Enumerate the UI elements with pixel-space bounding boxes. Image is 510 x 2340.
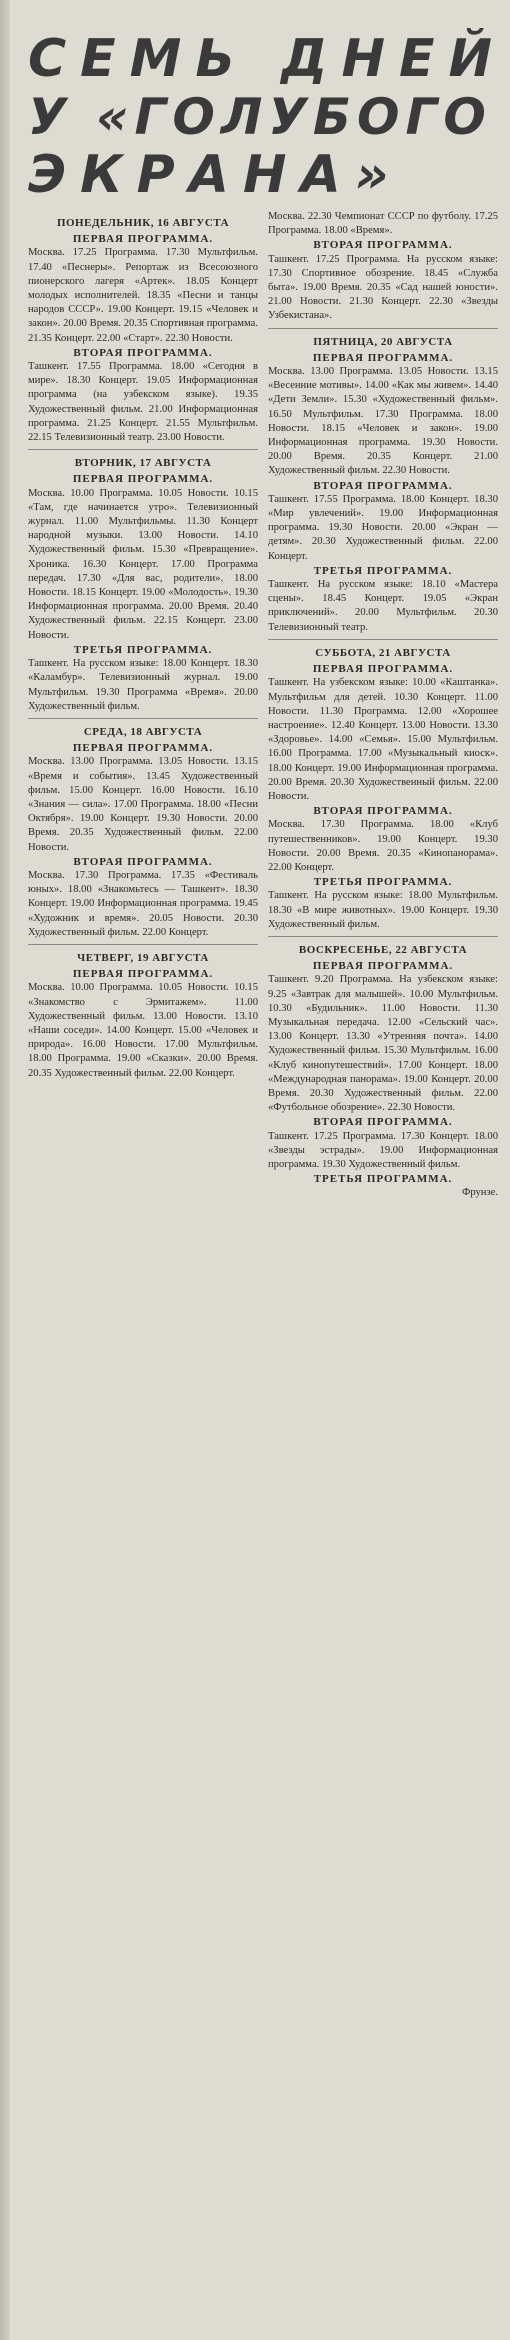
program-heading: ВТОРАЯ ПРОГРАММА. (73, 855, 213, 868)
schedule-text: Ташкент. На русском языке: 18.10 «Мастера сцены». 18.45 Концерт. 19.05 «Экран приключений». 20.00 Мультфильм. 20.30 Телевизионный театр. (268, 579, 498, 633)
schedule-text: Ташкент. 17.55 Программа. 18.00 «Сегодня в мире». 18.30 Концерт. 19.05 Информационная программа (на узбекском языке). 19.35 Художественный фильм. 21.00 Информационная программа. 21.25 Концерт. 21.55 Мультфильм. 22.15 Телевизионный театр. 23.00 Новости. (28, 361, 258, 444)
program-heading: ТРЕТЬЯ ПРОГРАММА. (313, 876, 453, 889)
day-header-saturday: СУББОТА, 21 АВГУСТА (315, 646, 451, 659)
program-heading: ТРЕТЬЯ ПРОГРАММА. (73, 643, 213, 656)
schedule-text: Москва. 17.25 Программа. 17.30 Мультфильм. 17.40 «Песнеры». Репортаж из Всесоюзного пионерского лагеря «Артек». 18.05 Концерт молодых исполнителей. 18.35 «Песни и танцы народов СССР». 19.00 Концерт. 19.15 «Человек и закон». 20.00 Время. 20.35 Спортивная программа. 21.35 Концерт. 22.00 «Старт». 22.30 Новости. (28, 247, 258, 344)
right-column (268, 210, 498, 2320)
divider (268, 936, 498, 937)
schedule-text: Ташкент. 17.25 Программа. На русском языке: 17.30 Спортивное обозрение. 18.45 «Служба быта». 19.00 Время. 20.35 «Сад нашей юности». 21.00 Новости. 21.30 Концерт. 22.30 «Звезды Узбекистана». (268, 253, 498, 322)
program-heading: ВТОРАЯ ПРОГРАММА. (313, 805, 453, 818)
program-heading: ТРЕТЬЯ ПРОГРАММА. (313, 1173, 453, 1186)
program-heading: ВТОРАЯ ПРОГРАММА. (313, 239, 453, 252)
schedule-text: Москва. 10.00 Программа. 10.05 Новости. 10.15 «Знакомство с Эрмитажем». 11.00 Художественный фильм. 13.00 Новости. 13.10 «Наши соседи». 14.00 Концерт. 15.00 «Человек и природа». 16.00 Новости. 17.00 Мультфильм. 18.00 Программа. 19.00 «Сказки». 20.00 Время. 20.35 Художественный фильм. 22.00 Концерт. (28, 982, 258, 1079)
program-heading: ВТОРАЯ ПРОГРАММА. (73, 346, 213, 359)
divider (268, 639, 498, 640)
title-line-3: ЭКРАНА» (28, 145, 403, 205)
divider (28, 718, 258, 719)
day-header-friday: ПЯТНИЦА, 20 АВГУСТА (313, 335, 453, 348)
schedule-text: Москва. 10.00 Программа. 10.05 Новости. 10.15 «Там, где начинается утро». Телевизионный журнал. 11.00 Мультфильмы. 11.30 Концерт народной музыки. 13.00 Новости. 14.10 Художественный фильм. 15.30 «Превращение». Хроника. 16.30 Концерт. 17.00 Программа передач. 17.30 «Для вас, родители». 18.00 Новости. 18.15 Концерт. 19.00 «Молодость». 19.30 Информационная программа. 20.00 Время. 20.40 Художественный фильм. 22.15 Концерт. 23.00 Новости. (28, 487, 258, 641)
day-header-wednesday: СРЕДА, 18 АВГУСТА (83, 725, 203, 738)
divider (28, 944, 258, 945)
day-header-sunday: ВОСКРЕСЕНЬЕ, 22 АВГУСТА (298, 943, 468, 956)
schedule-text: Москва. 17.30 Программа. 18.00 «Клуб путешественников». 19.00 Концерт. 19.30 Новости. 20.00 Время. 20.35 «Кинопанорама». 22.00 Концерт. (268, 819, 498, 873)
program-heading: ВТОРАЯ ПРОГРАММА. (313, 479, 453, 492)
program-heading: ПЕРВАЯ ПРОГРАММА. (72, 742, 214, 755)
schedule-text: Ташкент. 9.20 Программа. На узбекском языке: 9.25 «Завтрак для малышей». 10.00 Мультфильм. 10.30 «Будильник». 11.00 Новости. 11.30 Музыкальная передача. 12.00 «Сельский час». 13.00 Концерт. 13.30 «Утренняя почта». 14.00 Художественный фильм. 15.30 Мультфильм. 16.00 «Клуб кинопутешествий». 17.00 Концерт. 18.00 «Международная панорама». 19.00 Концерт. 20.00 Время. 20.30 Художественный фильм. 22.00 «Футбольное обозрение». 22.30 Новости. (268, 974, 498, 1114)
program-heading: ПЕРВАЯ ПРОГРАММА. (72, 233, 214, 246)
paper-left-edge (0, 0, 10, 2340)
footer-text: Фрунзе. (461, 1187, 498, 1199)
schedule-text: Ташкент. 17.55 Программа. 18.00 Концерт. 18.30 «Мир увлечений». 19.00 Информационная программа. 19.30 Новости. 20.00 «Экран — детям». 20.30 Художественный фильм. 22.00 Концерт. (268, 493, 498, 562)
schedule-text: Ташкент. На русском языке: 18.00 Мультфильм. 18.30 «В мире животных». 19.00 Концерт. 19.30 Художественный фильм. (268, 890, 498, 930)
program-heading: ТРЕТЬЯ ПРОГРАММА. (313, 564, 453, 577)
schedule-columns (28, 210, 498, 2320)
schedule-text: Москва. 13.00 Программа. 13.05 Новости. 13.15 «Время и события». 13.45 Художественный фильм. 15.00 Концерт. 16.00 Новости. 16.10 «Знания — сила». 17.00 Программа. 18.00 «Песни Октября». 19.00 Концерт. 19.30 Новости. 20.00 Время. 20.35 Художественный фильм. 22.00 Новости. (28, 756, 258, 853)
left-column (28, 210, 258, 2320)
program-heading: ПЕРВАЯ ПРОГРАММА. (312, 960, 454, 973)
schedule-text: Ташкент. На русском языке: 18.00 Концерт. 18.30 «Каламбур». Телевизионный журнал. 19.00 Мультфильм. 19.30 Программа «Время». 20.00 Художественный фильм. (28, 658, 258, 712)
schedule-text: Ташкент. На узбекском языке: 10.00 «Каштанка». Мультфильм для детей. 10.30 Концерт. 11.00 Новости. 11.30 Программа. 12.00 «Хорошее настроение». 12.40 Концерт. 13.00 Новости. 13.30 «Здоровье». 14.00 «Семья». 15.00 Мультфильм. 16.00 Программа. 17.00 «Музыкальный киоск». 18.00 Концерт. 19.00 Информационная программа. 20.00 Время. 20.30 Художественный фильм. 22.00 Новости. (268, 677, 498, 802)
title-line-2: У «ГОЛУБОГО (28, 88, 492, 146)
program-heading: ПЕРВАЯ ПРОГРАММА. (312, 351, 454, 364)
program-heading: ПЕРВАЯ ПРОГРАММА. (72, 968, 214, 981)
title-line-1: СЕМЬ ДНЕЙ (28, 29, 507, 89)
program-heading: ВТОРАЯ ПРОГРАММА. (313, 1116, 453, 1129)
schedule-text: Москва. 22.30 Чемпионат СССР по футболу. 17.25 Программа. 18.00 «Время». (268, 211, 498, 237)
schedule-text: Москва. 13.00 Программа. 13.05 Новости. 13.15 «Весенние мотивы». 14.00 «Как мы живем». 14.40 «Дети Земли». 15.30 «Художественный фильм». 16.50 Мультфильм. 17.30 Программа. 18.00 Новости. 18.15 «Человек и закон». 19.00 Информационная программа. 19.30 Новости. 20.00 Время. 20.35 Концерт. 21.00 Художественный фильм. 22.30 Новости. (268, 366, 498, 477)
program-heading: ПЕРВАЯ ПРОГРАММА. (72, 473, 214, 486)
day-header-tuesday: ВТОРНИК, 17 АВГУСТА (74, 457, 212, 470)
divider (268, 328, 498, 329)
schedule-text: Ташкент. 17.25 Программа. 17.30 Концерт. 18.00 «Звезды эстрады». 19.00 Информационная программа. 19.30 Художественный фильм. (268, 1130, 498, 1170)
day-header-monday: ПОНЕДЕЛЬНИК, 16 АВГУСТА (56, 217, 230, 229)
day-header-thursday: ЧЕТВЕРГ, 19 АВГУСТА (77, 951, 209, 964)
schedule-text: Москва. 17.30 Программа. 17.35 «Фестиваль юных». 18.00 «Знакомьтесь — Ташкент». 18.30 Концерт. 19.00 Информационная программа. 19.45 «Художник и время». 20.05 Новости. 20.30 Художественный фильм. 22.00 Концерт. (28, 869, 258, 938)
article-title (28, 29, 507, 206)
divider (28, 449, 258, 450)
program-heading: ПЕРВАЯ ПРОГРАММА. (312, 663, 454, 676)
